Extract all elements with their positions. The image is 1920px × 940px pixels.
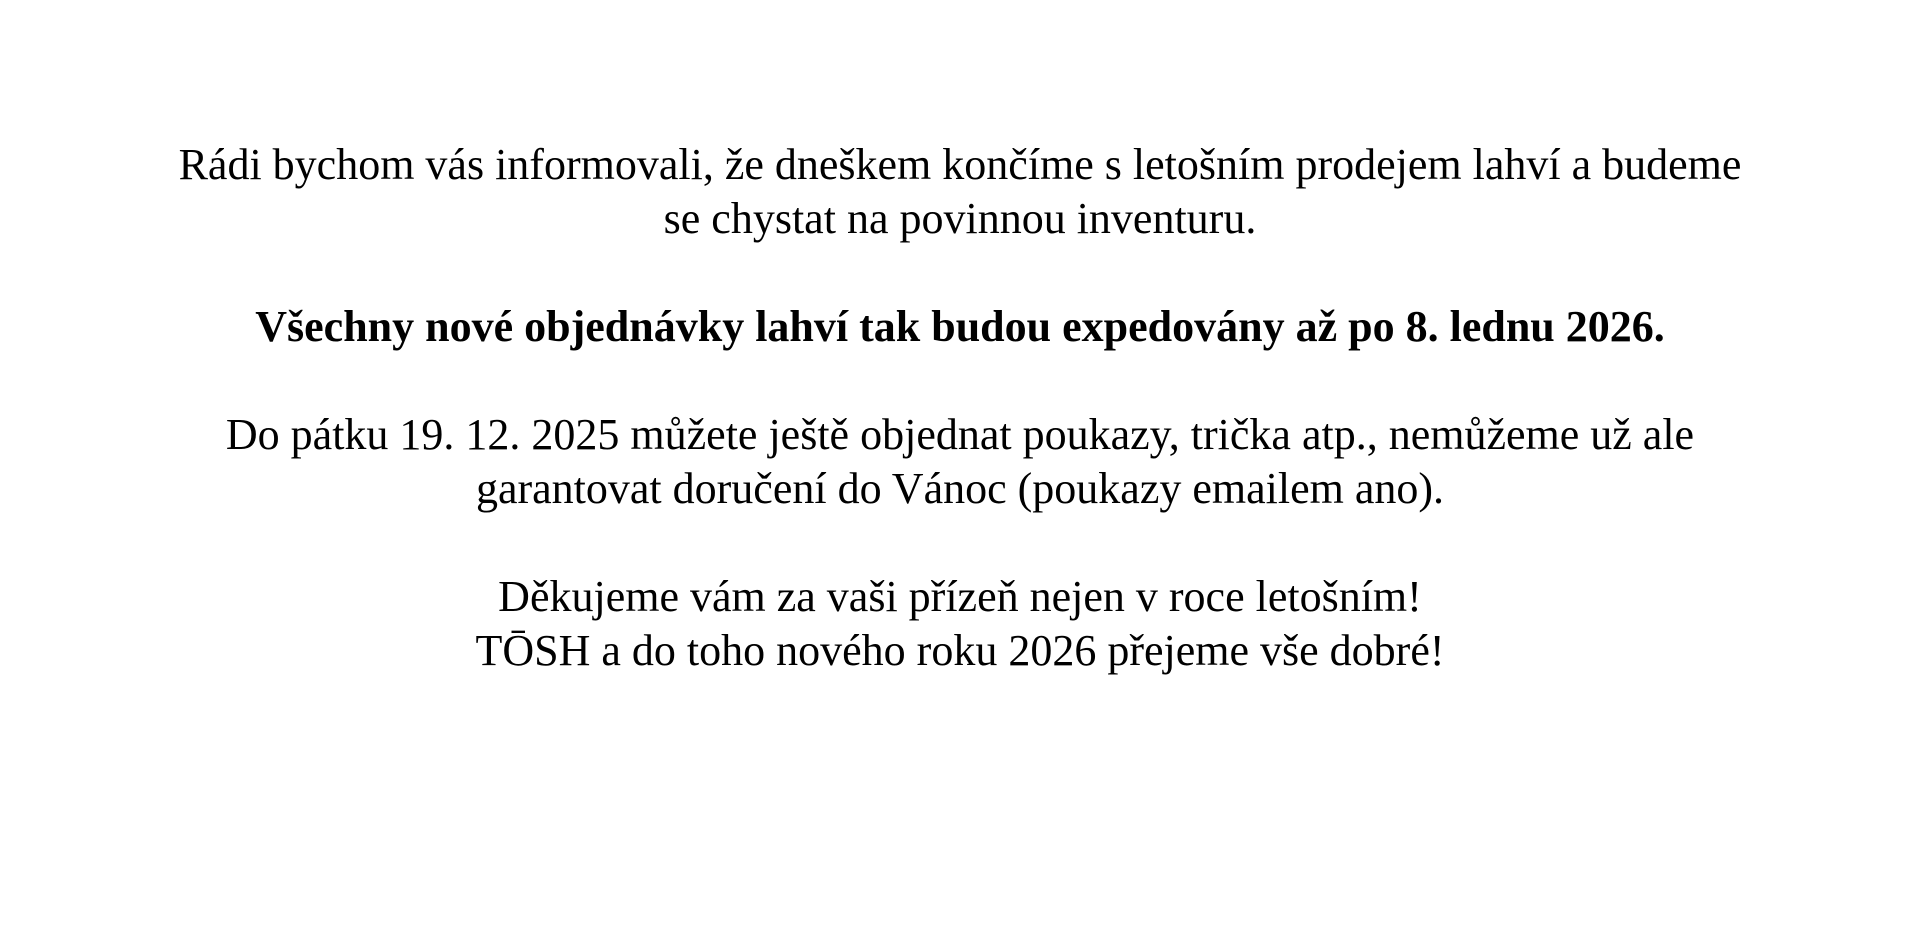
vouchers-line-2: garantovat doručení do Vánoc (poukazy emailem ano). (475, 464, 1445, 513)
vouchers-line-1: Do pátku 19. 12. 2025 můžete ještě objednat poukazy, trička atp., nemůžeme už ale (225, 410, 1695, 459)
shipping-date-paragraph (0, 300, 1920, 354)
closing-notice (0, 138, 1920, 732)
inventory-line-1: Rádi bychom vás informovali, že dneškem končíme s letošním prodejem lahví a budeme (178, 140, 1742, 189)
thanks-line-2: TŌSH a do toho nového roku 2026 přejeme vše dobré! (475, 626, 1445, 675)
inventory-line-2: se chystat na povinnou inventuru. (663, 194, 1257, 243)
thanks-line-1: Děkujeme vám za vaši přízeň nejen v roce letošním! (498, 572, 1422, 621)
vouchers-paragraph (0, 408, 1920, 516)
thanks-paragraph (0, 570, 1920, 678)
inventory-paragraph (0, 138, 1920, 246)
shipping-date-line: Všechny nové objednávky lahví tak budou expedovány až po 8. lednu 2026. (255, 302, 1665, 351)
